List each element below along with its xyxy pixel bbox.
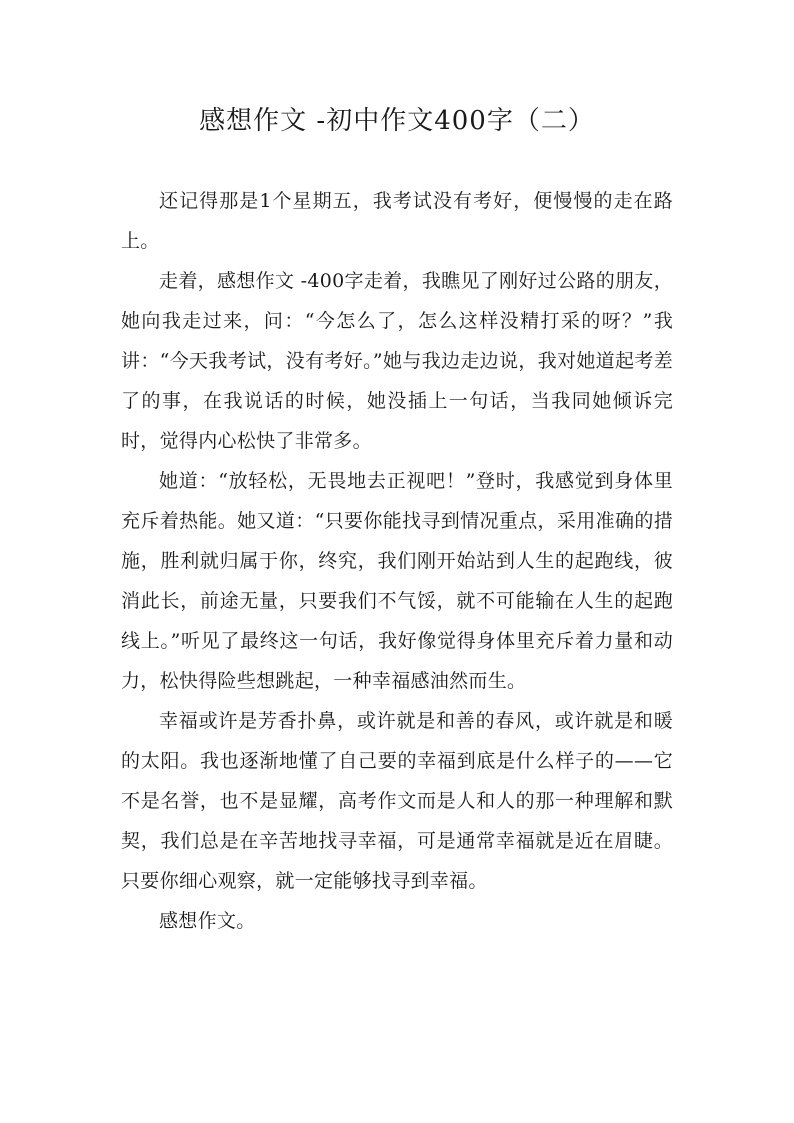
paragraph: 走着，感想作文 -400字走着，我瞧见了刚好过公路的朋友，她向我走过来，问：“今怎么了，怎么这样没精打采的呀？”我讲：“今天我考试，没有考好。”她与我边走边说，我对她道起考差了的事，在我说话的时候，她没插上一句话，当我同她倾诉完时，觉得内心松快了非常多。 [121, 270, 673, 452]
paragraph: 她道：“放轻松，无畏地去正视吧！”登时，我感觉到身体里充斥着热能。她又道：“只要你能找寻到情况重点，采用准确的措施，胜利就归属于你，终究，我们刚开始站到人生的起跑线，彼消此长，前途无量，只要我们不气馁，就不可能输在人生的起跑线上。”听见了最终这一句话，我好像觉得身体里充斥着力量和动力，松快得险些想跳起，一种幸福感油然而生。 [121, 470, 673, 692]
document-title: 感想作文 -初中作文400字（二） [199, 106, 595, 136]
document-body [121, 181, 673, 941]
paragraph: 还记得那是1个星期五，我考试没有考好，便慢慢的走在路上。 [121, 190, 673, 252]
paragraph: 幸福或许是芳香扑鼻，或许就是和善的春风，或许就是和暖的太阳。我也逐渐地懂了自己要的幸福到底是什么样子的——它不是名誉，也不是显耀，高考作文而是人和人的那一种理解和默契，我们总是在辛苦地找寻幸福，可是通常幸福就是近在眉睫。只要你细心观察，就一定能够找寻到幸福。 [121, 710, 673, 892]
paragraph: 感想作文。 [159, 910, 256, 932]
